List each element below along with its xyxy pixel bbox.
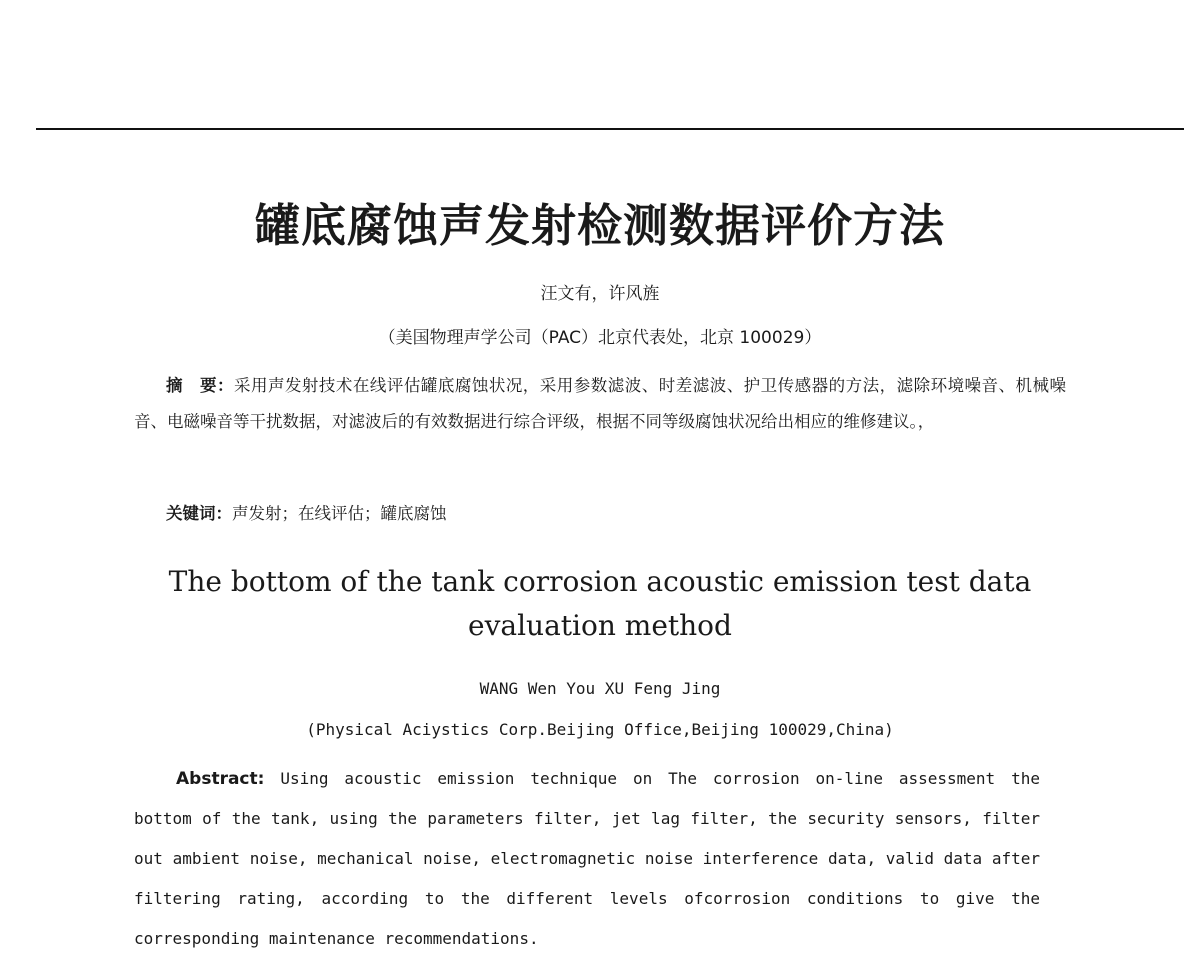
paper-title-english: [0, 560, 1200, 648]
abstract-chinese-label: 摘 要：: [166, 376, 234, 395]
paper-title-chinese: 罐底腐蚀声发射检测数据评价方法: [254, 199, 945, 252]
abstract-chinese: [134, 368, 1066, 440]
paper-title-english-line-1: The bottom of the tank corrosion acoustic emission test data: [168, 565, 1032, 598]
header-rule: [36, 128, 1184, 130]
affiliation-chinese: （美国物理声学公司（PAC）北京代表处，北京 100029）: [378, 328, 822, 348]
keywords-chinese-label: 关键词：: [166, 504, 232, 523]
paper-title-english-line-2: evaluation method: [468, 609, 732, 642]
abstract-english-text: Using acoustic emission technique on The corrosion on-line assessment the bottom of the tank, using the parameters filter, jet lag filter, the security sensors, filter out ambient noise, mechanical noise, electromagnetic noise interference data, valid data after filtering rating, according to the different levels ofcorrosion conditions to give the corresponding maintenance recommendations.: [134, 769, 1040, 948]
keywords-chinese: [166, 501, 447, 527]
abstract-chinese-text: 采用声发射技术在线评估罐底腐蚀状况，采用参数滤波、时差滤波、护卫传感器的方法，滤除环境噪音、机械噪音、电磁噪音等干扰数据，对滤波后的有效数据进行综合评级，根据不同等级腐蚀状况给出相应的维修建议。，: [134, 376, 1067, 431]
affiliation-english: (Physical Aciystics Corp.Beijing Office,Beijing 100029,China): [306, 720, 894, 739]
authors-chinese: 汪文有，许风旌: [540, 284, 660, 304]
abstract-english: [134, 759, 1040, 959]
authors-english: WANG Wen You XU Feng Jing: [479, 679, 721, 698]
keywords-chinese-text: 声发射；在线评估；罐底腐蚀: [232, 504, 447, 523]
abstract-english-label: Abstract:: [176, 769, 265, 789]
